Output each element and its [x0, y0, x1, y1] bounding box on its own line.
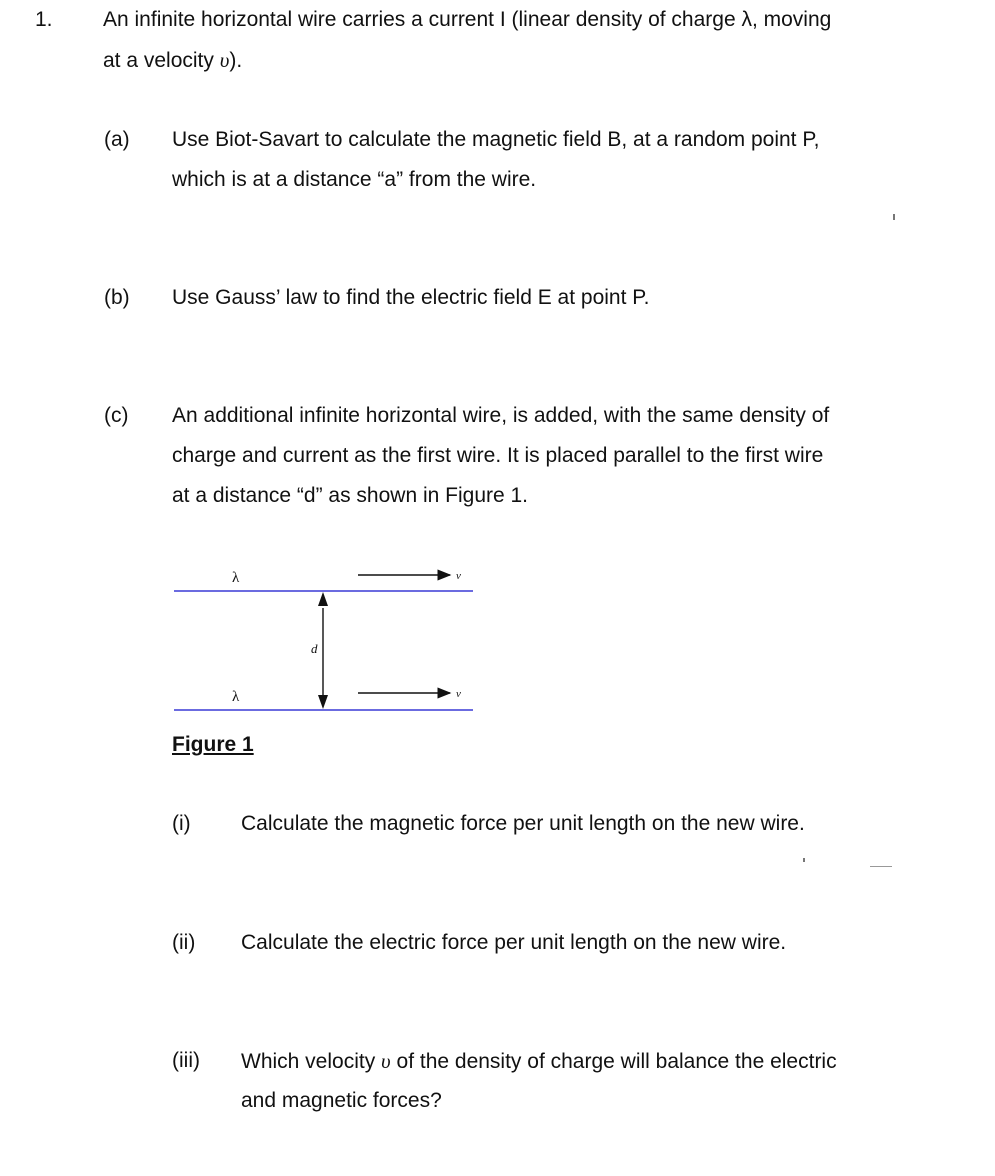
part-c-line1: An additional infinite horizontal wire, is added, with the same density of [172, 404, 830, 427]
part-a-line1: Use Biot-Savart to calculate the magnetic field B, at a random point P, [172, 128, 820, 151]
subpart-ii-line1: Calculate the electric force per unit length on the new wire. [241, 931, 787, 954]
part-a-line2: which is at a distance “a” from the wire. [172, 168, 537, 191]
part-a-label: (a) [104, 128, 130, 151]
part-b-label: (b) [104, 286, 130, 309]
subpart-i-label: (i) [172, 812, 191, 835]
question-intro-line2 [103, 48, 242, 73]
part-c-line2: charge and current as the first wire. It is placed parallel to the first wire [172, 444, 824, 467]
question-number: 1. [35, 8, 53, 31]
figure-1-diagram [170, 560, 480, 720]
part-c-line3: at a distance “d” as shown in Figure 1. [172, 484, 529, 507]
subpart-iii-label: (iii) [172, 1049, 200, 1072]
distance-label: d [311, 641, 318, 656]
velocity-symbol: υ [219, 48, 230, 72]
lambda-top-label: λ [232, 570, 240, 586]
part-c-label: (c) [104, 404, 129, 427]
distance-arrow-down [318, 695, 328, 709]
subpart-ii-label: (ii) [172, 931, 196, 954]
scan-speck [870, 866, 892, 867]
velocity-label-top: v [456, 570, 461, 582]
question-intro-line1: An infinite horizontal wire carries a current I (linear density of charge λ, moving [103, 8, 832, 31]
subpart-i-line1: Calculate the magnetic force per unit length on the new wire. [241, 812, 805, 835]
scan-speck [893, 214, 895, 220]
distance-arrow-up [318, 592, 328, 606]
lambda-bottom-label: λ [232, 689, 240, 705]
velocity-label-bottom: v [456, 688, 461, 700]
part-b-line1: Use Gauss’ law to find the electric field E at point P. [172, 286, 650, 309]
subpart-iii-text-pre: Which velocity [241, 1050, 382, 1073]
subpart-iii-line1 [241, 1049, 837, 1074]
subpart-iii-text-post: of the density of charge will balance the electric [390, 1050, 837, 1073]
intro-text-pre: at a velocity [103, 49, 220, 72]
subpart-iii-line2: and magnetic forces? [241, 1089, 442, 1112]
figure-caption: Figure 1 [172, 733, 254, 756]
scan-speck [803, 858, 805, 862]
intro-text-post: ). [229, 49, 243, 72]
velocity-symbol-iii: υ [381, 1049, 391, 1073]
